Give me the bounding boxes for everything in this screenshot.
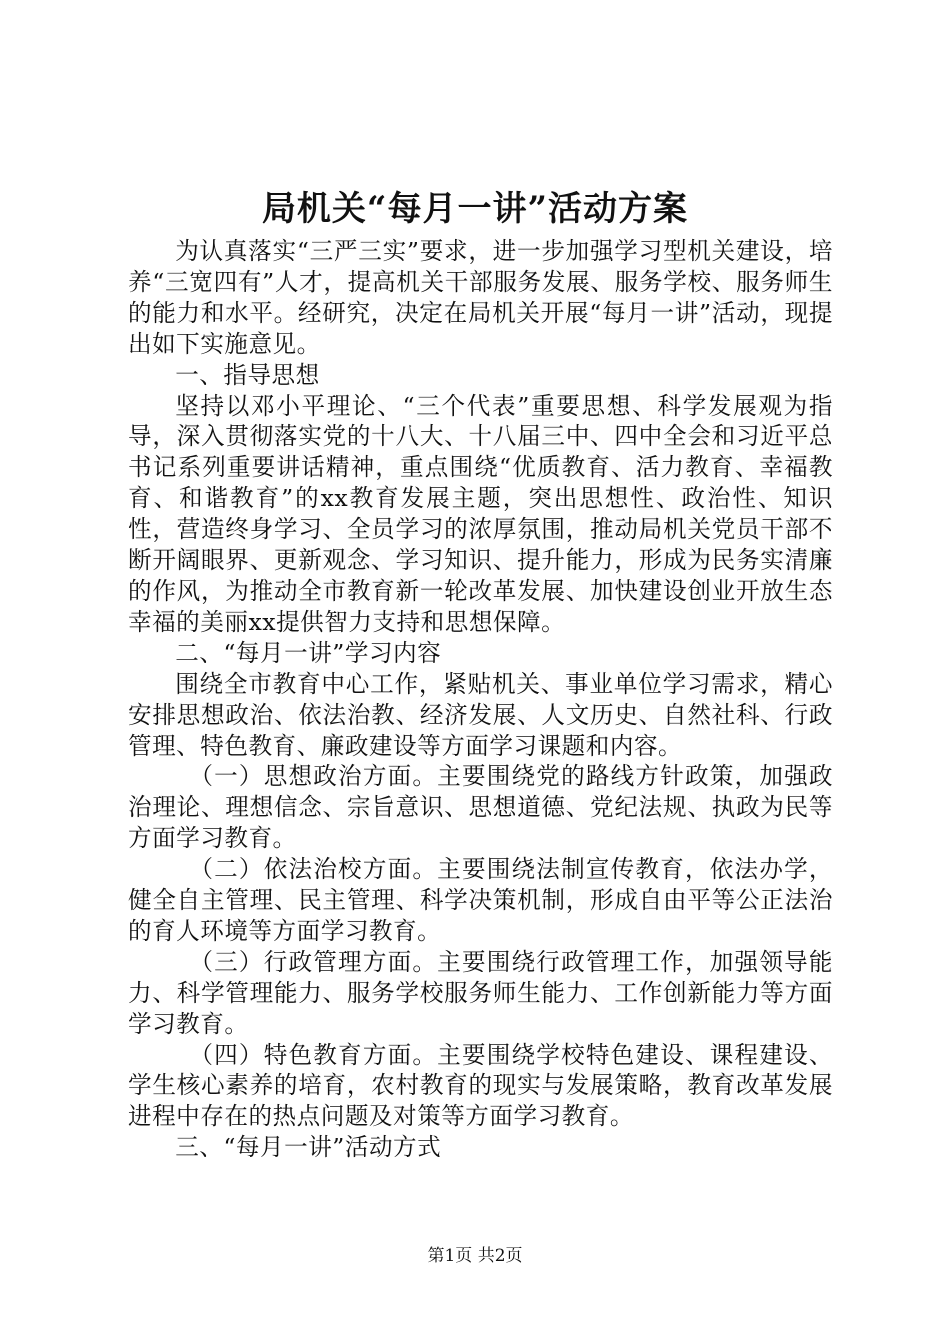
subsection-special-education: （四）特色教育方面。主要围绕学校特色建设、课程建设、学生核心素养的培育，农村教育的现实与发展策略，教育改革发展进程中存在的热点问题及对策等方面学习教育。 [128,1040,833,1131]
subsection-administration: （三）行政管理方面。主要围绕行政管理工作，加强领导能力、科学管理能力、服务学校服务师生能力、工作创新能力等方面学习教育。 [128,947,833,1038]
learning-content-paragraph: 围绕全市教育中心工作，紧贴机关、事业单位学习需求，精心安排思想政治、依法治教、经济发展、人文历史、自然社科、行政管理、特色教育、廉政建设等方面学习课题和内容。 [128,669,833,760]
section-heading-guiding-ideology: 一、指导思想 [175,360,320,389]
section-heading-learning-content: 二、“每月一讲”学习内容 [175,638,442,667]
document-body [128,236,833,1163]
page-footer: 第1页 共2页 [427,1246,523,1266]
document-title: 局机关“每月一讲”活动方案 [261,189,689,229]
intro-paragraph: 为认真落实“三严三实”要求，进一步加强学习型机关建设，培养“三宽四有”人才，提高机关干部服务发展、服务学校、服务师生的能力和水平。经研究，决定在局机关开展“每月一讲”活动，现提出如下实施意见。 [128,237,833,358]
section-heading-activity-method: 三、“每月一讲”活动方式 [175,1133,442,1162]
subsection-rule-of-law: （二）依法治校方面。主要围绕法制宣传教育，依法办学，健全自主管理、民主管理、科学决策机制，形成自由平等公正法治的育人环境等方面学习教育。 [128,855,833,945]
subsection-political-thought: （一）思想政治方面。主要围绕党的路线方针政策，加强政治理论、理想信念、宗旨意识、思想道德、党纪法规、执政为民等方面学习教育。 [128,762,833,853]
guiding-ideology-paragraph: 坚持以邓小平理论、“三个代表”重要思想、科学发展观为指导，深入贯彻落实党的十八大、十八届三中、四中全会和习近平总书记系列重要讲话精神，重点围绕“优质教育、活力教育、幸福教育、和谐教育”的xx教育发展主题，突出思想性、政治性、知识性，营造终身学习、全员学习的浓厚氛围，推动局机关党员干部不断开阔眼界、更新观念、学习知识、提升能力，形成为民务实清廉的作风，为推动全市教育新一轮改革发展、加快建设创业开放生态幸福的美丽xx提供智力支持和思想保障。 [128,391,833,636]
